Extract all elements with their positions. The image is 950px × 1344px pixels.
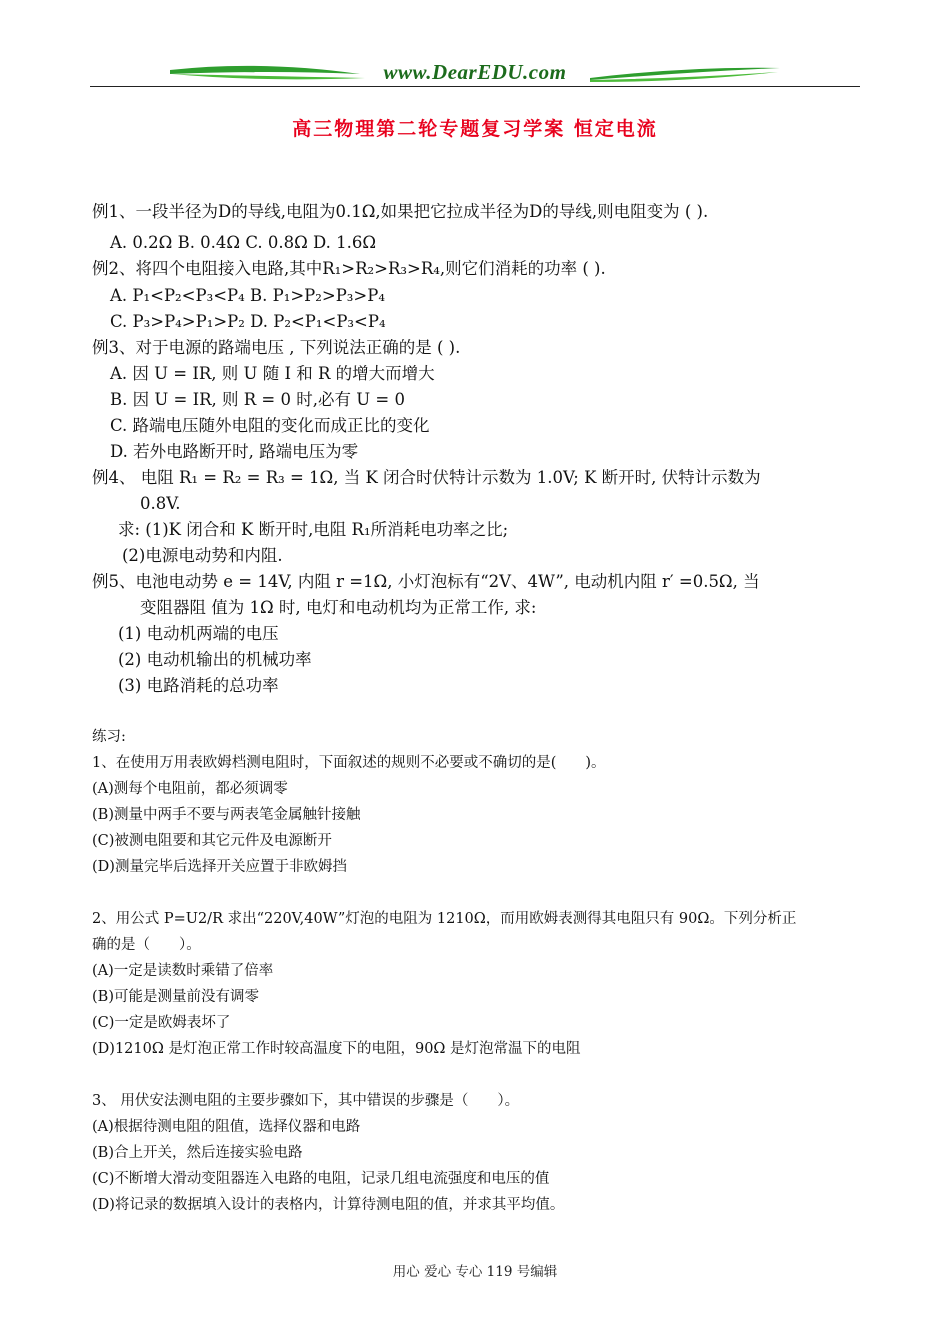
example-2-options-cd: C. P₃>P₄>P₁>P₂ D. P₂<P₁<P₃<P₄ — [110, 312, 386, 331]
example-1-options: A. 0.2Ω B. 0.4Ω C. 0.8Ω D. 1.6Ω — [110, 233, 377, 252]
example-4-question-cont: 0.8V. — [140, 494, 181, 513]
example-1-question: 例1、一段半径为D的导线,电阻为0.1Ω,如果把它拉成半径为D的导线,则电阻变为 ( ). — [92, 202, 709, 221]
example-3-option-b: B. 因 U = IR, 则 R = 0 时,必有 U = 0 — [110, 390, 405, 409]
practice-2-question-cont: 确的是（ ）。 — [92, 937, 201, 953]
practice-2-option-c: (C)一定是欧姆表坏了 — [92, 1015, 231, 1031]
example-4-ask-1: 求: (1)K 闭合和 K 断开时,电阻 R₁所消耗电功率之比; — [118, 520, 509, 539]
practice-3-option-b: (B)合上开关，然后连接实验电路 — [92, 1145, 303, 1161]
example-5-question-cont: 变阻器阻 值为 1Ω 时, 电灯和电动机均为正常工作, 求: — [140, 598, 537, 617]
practice-2-option-d: (D)1210Ω 是灯泡正常工作时较高温度下的电阻，90Ω 是灯泡常温下的电阻 — [92, 1041, 581, 1057]
example-2-options-ab: A. P₁<P₂<P₃<P₄ B. P₁>P₂>P₃>P₄ — [110, 286, 385, 305]
practice-1-option-c: (C)被测电阻要和其它元件及电源断开 — [92, 833, 332, 849]
example-3-option-d: D. 若外电路断开时, 路端电压为零 — [110, 442, 359, 461]
logo-text: www.DearEDU.com — [383, 60, 567, 84]
example-3-option-a: A. 因 U = IR, 则 U 随 I 和 R 的增大而增大 — [110, 364, 435, 383]
example-5-ask-2: (2) 电动机输出的机械功率 — [118, 650, 312, 669]
example-5-question: 例5、电池电动势 e = 14V, 内阻 r =1Ω, 小灯泡标有“2V、4W”, 电动机内阻 r′ =0.5Ω, 当 — [92, 572, 760, 591]
practice-1-option-b: (B)测量中两手不要与两表笔金属触针接触 — [92, 807, 361, 823]
example-4-question: 例4、 电阻 R₁ = R₂ = R₃ = 1Ω, 当 K 闭合时伏特计示数为 1.0V; K 断开时, 伏特计示数为 — [92, 468, 761, 487]
example-3-option-c: C. 路端电压随外电阻的变化而成正比的变化 — [110, 416, 430, 435]
document-title: 高三物理第二轮专题复习学案 恒定电流 — [292, 118, 658, 140]
example-2-question: 例2、将四个电阻接入电路,其中R₁>R₂>R₃>R₄,则它们消耗的功率 ( ). — [92, 259, 606, 278]
practice-3-option-d: (D)将记录的数据填入设计的表格内，计算待测电阻的值，并求其平均值。 — [92, 1197, 565, 1213]
practice-2-option-a: (A)一定是读数时乘错了倍率 — [92, 963, 274, 979]
practice-2-option-b: (B)可能是测量前没有调零 — [92, 989, 259, 1005]
header-rule — [90, 86, 860, 87]
page-footer: 用心 爱心 专心 119 号编辑 — [392, 1264, 558, 1280]
example-4-ask-2: (2)电源电动势和内阻. — [122, 546, 283, 565]
header-logo — [90, 58, 860, 98]
practice-1-option-a: (A)测每个电阻前，都必须调零 — [92, 781, 288, 797]
example-3-question: 例3、对于电源的路端电压 , 下列说法正确的是 ( ). — [92, 338, 461, 357]
example-5-ask-1: (1) 电动机两端的电压 — [118, 624, 279, 643]
practice-2-question: 2、用公式 P=U2/R 求出“220V,40W”灯泡的电阻为 1210Ω，而用欧姆表测得其电阻只有 90Ω。下列分析正 — [92, 911, 797, 927]
example-5-ask-3: (3) 电路消耗的总功率 — [118, 676, 279, 695]
practice-3-question: 3、 用伏安法测电阻的主要步骤如下，其中错误的步骤是（ ）。 — [92, 1093, 520, 1109]
practice-heading: 练习: — [92, 729, 126, 745]
practice-1-option-d: (D)测量完毕后选择开关应置于非欧姆挡 — [92, 859, 347, 875]
practice-1-question: 1、在使用万用表欧姆档测电阻时，下面叙述的规则不必要或不确切的是( )。 — [92, 755, 606, 771]
practice-3-option-c: (C)不断增大滑动变阻器连入电路的电阻，记录几组电流强度和电压的值 — [92, 1171, 550, 1187]
practice-3-option-a: (A)根据待测电阻的阻值，选择仪器和电路 — [92, 1119, 361, 1135]
